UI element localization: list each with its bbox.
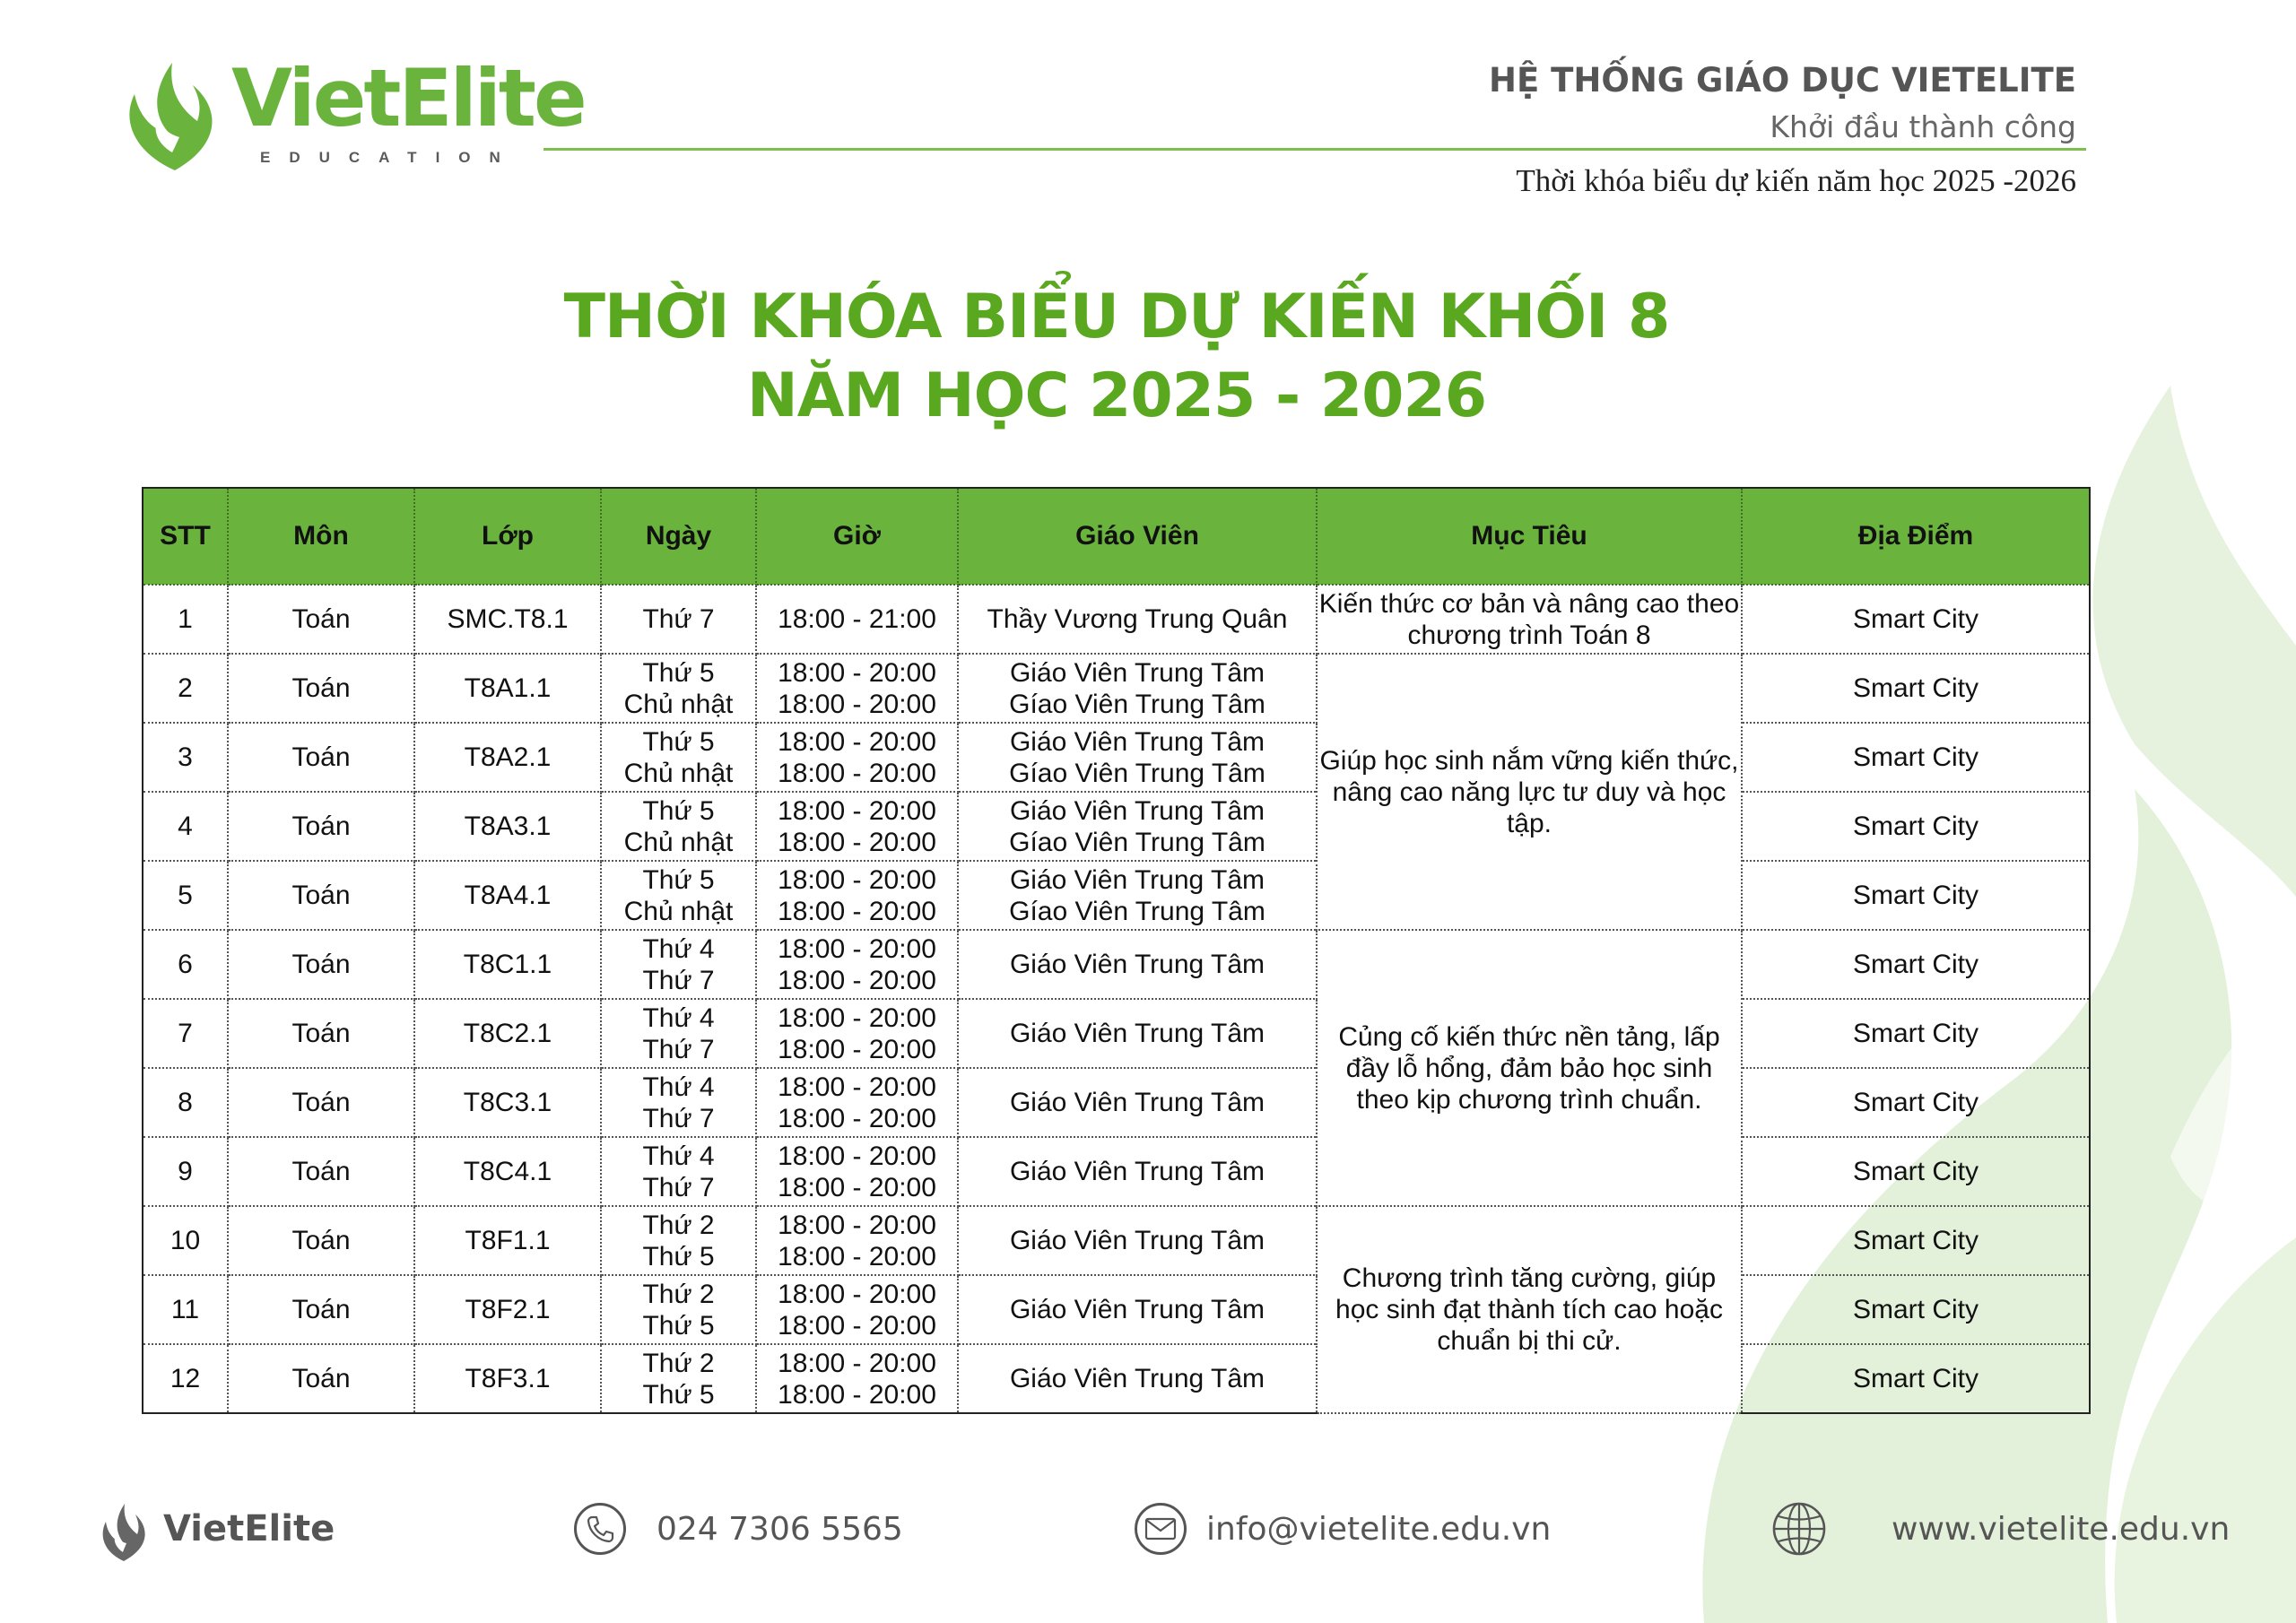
cell-stt: 5	[143, 861, 228, 930]
cell-giao-vien	[958, 585, 1317, 654]
cell-giao-vien-line: Giáo Viên Trung Tâm	[1009, 726, 1265, 757]
cell-dia-diem: Smart City	[1742, 1137, 2090, 1206]
cell-dia-diem: Smart City	[1742, 723, 2090, 792]
cell-giao-vien-line: Gíao Viên Trung Tâm	[1009, 827, 1265, 857]
cell-gio-line: 18:00 - 20:00	[778, 1034, 936, 1064]
header-mon: Môn	[228, 488, 414, 585]
cell-giao-vien	[958, 1068, 1317, 1137]
document-title: Thời khóa biểu dự kiến năm học 2025 -2026	[1516, 163, 2076, 198]
cell-lop: SMC.T8.1	[414, 585, 601, 654]
cell-gio-line: 18:00 - 20:00	[778, 1310, 936, 1341]
cell-muc-tieu: Chương trình tăng cường, giúp học sinh đạt thành tích cao hoặc chuẩn bị thi cử.	[1317, 1206, 1742, 1413]
cell-ngay-line: Thứ 7	[642, 604, 715, 634]
cell-dia-diem: Smart City	[1742, 1068, 2090, 1137]
cell-ngay	[601, 585, 756, 654]
cell-gio-line: 18:00 - 20:00	[778, 689, 936, 719]
cell-gio	[756, 792, 958, 861]
cell-stt: 8	[143, 1068, 228, 1137]
cell-ngay-line: Chủ nhật	[623, 896, 734, 926]
cell-ngay-line: Thứ 7	[642, 1103, 715, 1133]
title-line-1: THỜI KHÓA BIỂU DỰ KIẾN KHỐI 8	[563, 282, 1670, 352]
cell-muc-tieu: Giúp học sinh nắm vững kiến thức, nâng cao năng lực tư duy và học tập.	[1317, 654, 1742, 930]
cell-gio	[756, 654, 958, 723]
cell-ngay	[601, 723, 756, 792]
page-title	[0, 278, 2233, 436]
cell-mon: Toán	[228, 1137, 414, 1206]
cell-ngay-line: Thứ 7	[642, 1172, 715, 1202]
table-row	[143, 1137, 2090, 1206]
cell-lop: T8C2.1	[414, 999, 601, 1068]
cell-lop: T8A3.1	[414, 792, 601, 861]
cell-ngay-line: Chủ nhật	[623, 689, 734, 719]
cell-gio-line: 18:00 - 20:00	[778, 795, 936, 826]
cell-ngay	[601, 1275, 756, 1344]
cell-giao-vien-line: Giáo Viên Trung Tâm	[1009, 1019, 1265, 1048]
cell-stt: 11	[143, 1275, 228, 1344]
cell-gio-line: 18:00 - 20:00	[778, 1172, 936, 1202]
cell-stt: 9	[143, 1137, 228, 1206]
cell-lop: T8C1.1	[414, 930, 601, 999]
footer	[0, 1484, 2296, 1574]
cell-ngay	[601, 654, 756, 723]
cell-mon: Toán	[228, 1068, 414, 1137]
cell-ngay	[601, 1206, 756, 1275]
cell-gio	[756, 1137, 958, 1206]
cell-ngay-line: Thứ 5	[642, 795, 715, 826]
cell-gio-line: 18:00 - 20:00	[778, 1002, 936, 1033]
cell-mon: Toán	[228, 930, 414, 999]
logo-text: VietElite	[231, 52, 585, 144]
cell-ngay-line: Thứ 5	[642, 864, 715, 895]
logo-flame-icon	[117, 45, 233, 179]
cell-lop: T8A1.1	[414, 654, 601, 723]
cell-ngay-line: Thứ 4	[642, 1002, 715, 1033]
cell-gio-line: 18:00 - 20:00	[778, 726, 936, 757]
cell-stt: 1	[143, 585, 228, 654]
cell-ngay	[601, 1068, 756, 1137]
cell-muc-tieu: Kiến thức cơ bản và nâng cao theo chương trình Toán 8	[1317, 585, 1742, 654]
cell-giao-vien	[958, 999, 1317, 1068]
website-url: www.vietelite.edu.vn	[1892, 1510, 2231, 1548]
cell-gio-line: 18:00 - 20:00	[778, 1210, 936, 1240]
cell-dia-diem: Smart City	[1742, 1275, 2090, 1344]
footer-phone[interactable]	[574, 1484, 903, 1574]
cell-lop: T8C3.1	[414, 1068, 601, 1137]
cell-giao-vien-line: Gíao Viên Trung Tâm	[1009, 758, 1265, 788]
footer-brand	[97, 1484, 335, 1574]
cell-lop: T8A2.1	[414, 723, 601, 792]
cell-mon: Toán	[228, 1275, 414, 1344]
cell-ngay-line: Thứ 2	[642, 1210, 715, 1240]
table-row	[143, 654, 2090, 723]
cell-gio	[756, 1275, 958, 1344]
cell-giao-vien	[958, 1344, 1317, 1413]
cell-giao-vien-line: Giáo Viên Trung Tâm	[1009, 1295, 1265, 1324]
cell-ngay	[601, 792, 756, 861]
cell-giao-vien-line: Giáo Viên Trung Tâm	[1009, 1157, 1265, 1186]
header-muc-tieu: Mục Tiêu	[1317, 488, 1742, 585]
cell-ngay	[601, 861, 756, 930]
cell-gio-line: 18:00 - 20:00	[778, 758, 936, 788]
title-line-2: NĂM HỌC 2025 - 2026	[746, 360, 1487, 431]
cell-stt: 2	[143, 654, 228, 723]
cell-ngay-line: Thứ 4	[642, 933, 715, 964]
header-stt: STT	[143, 488, 228, 585]
cell-ngay	[601, 930, 756, 999]
cell-ngay	[601, 1344, 756, 1413]
table-row	[143, 585, 2090, 654]
table-row	[143, 861, 2090, 930]
cell-dia-diem: Smart City	[1742, 1344, 2090, 1413]
footer-logo-icon	[97, 1493, 151, 1565]
schedule-table	[142, 487, 2091, 1414]
cell-giao-vien	[958, 1275, 1317, 1344]
cell-mon: Toán	[228, 654, 414, 723]
cell-lop: T8F2.1	[414, 1275, 601, 1344]
cell-gio-line: 18:00 - 20:00	[778, 827, 936, 857]
cell-giao-vien	[958, 792, 1317, 861]
table-row	[143, 723, 2090, 792]
system-name: HỆ THỐNG GIÁO DỤC VIETELITE	[1489, 61, 2076, 100]
cell-ngay-line: Thứ 5	[642, 726, 715, 757]
cell-gio	[756, 723, 958, 792]
cell-stt: 7	[143, 999, 228, 1068]
cell-giao-vien	[958, 861, 1317, 930]
cell-gio	[756, 861, 958, 930]
cell-mon: Toán	[228, 723, 414, 792]
cell-giao-vien-line: Giáo Viên Trung Tâm	[1009, 1364, 1265, 1393]
cell-gio-line: 18:00 - 20:00	[778, 864, 936, 895]
cell-lop: T8A4.1	[414, 861, 601, 930]
table-body	[143, 585, 2090, 1413]
cell-gio-line: 18:00 - 20:00	[778, 933, 936, 964]
cell-giao-vien	[958, 654, 1317, 723]
cell-stt: 3	[143, 723, 228, 792]
cell-ngay-line: Thứ 5	[642, 657, 715, 688]
cell-giao-vien	[958, 1206, 1317, 1275]
cell-stt: 12	[143, 1344, 228, 1413]
cell-gio-line: 18:00 - 20:00	[778, 896, 936, 926]
cell-dia-diem: Smart City	[1742, 792, 2090, 861]
header-divider	[544, 148, 2086, 151]
cell-giao-vien	[958, 930, 1317, 999]
cell-ngay-line: Thứ 7	[642, 965, 715, 995]
cell-giao-vien-line: Gíao Viên Trung Tâm	[1009, 689, 1265, 719]
cell-stt: 4	[143, 792, 228, 861]
cell-mon: Toán	[228, 1206, 414, 1275]
cell-stt: 10	[143, 1206, 228, 1275]
header-lop: Lớp	[414, 488, 601, 585]
cell-gio-line: 18:00 - 21:00	[778, 604, 936, 634]
cell-gio-line: 18:00 - 20:00	[778, 1241, 936, 1271]
cell-giao-vien-line: Giáo Viên Trung Tâm	[1009, 864, 1265, 895]
cell-mon: Toán	[228, 1344, 414, 1413]
cell-giao-vien-line: Giáo Viên Trung Tâm	[1009, 1226, 1265, 1255]
cell-mon: Toán	[228, 861, 414, 930]
cell-gio-line: 18:00 - 20:00	[778, 1072, 936, 1102]
slogan: Khởi đầu thành công	[1770, 109, 2076, 144]
cell-giao-vien-line: Giáo Viên Trung Tâm	[1009, 1088, 1265, 1117]
cell-gio-line: 18:00 - 20:00	[778, 1348, 936, 1378]
cell-gio	[756, 1344, 958, 1413]
phone-number: 024 7306 5565	[657, 1510, 903, 1548]
cell-gio-line: 18:00 - 20:00	[778, 965, 936, 995]
header-ngay: Ngày	[601, 488, 756, 585]
cell-dia-diem: Smart City	[1742, 999, 2090, 1068]
footer-website[interactable]	[1771, 1484, 2230, 1574]
table-row	[143, 1344, 2090, 1413]
table-header-row	[143, 488, 2090, 585]
cell-dia-diem: Smart City	[1742, 861, 2090, 930]
table-row	[143, 792, 2090, 861]
header-dia-diem: Địa Điểm	[1742, 488, 2090, 585]
cell-gio	[756, 1206, 958, 1275]
cell-ngay-line: Thứ 5	[642, 1379, 715, 1410]
table-row	[143, 1275, 2090, 1344]
phone-icon	[574, 1503, 626, 1555]
cell-giao-vien	[958, 1137, 1317, 1206]
cell-dia-diem: Smart City	[1742, 930, 2090, 999]
cell-muc-tieu: Củng cố kiến thức nền tảng, lấp đầy lỗ hổng, đảm bảo học sinh theo kịp chương trình chuẩn.	[1317, 930, 1742, 1206]
cell-ngay-line: Thứ 4	[642, 1072, 715, 1102]
cell-gio	[756, 1068, 958, 1137]
cell-gio	[756, 999, 958, 1068]
cell-dia-diem: Smart City	[1742, 654, 2090, 723]
cell-ngay-line: Chủ nhật	[623, 758, 734, 788]
cell-ngay-line: Thứ 7	[642, 1034, 715, 1064]
cell-lop: T8C4.1	[414, 1137, 601, 1206]
cell-ngay-line: Thứ 4	[642, 1141, 715, 1171]
cell-giao-vien-line: Giáo Viên Trung Tâm	[1009, 657, 1265, 688]
table-row	[143, 930, 2090, 999]
cell-giao-vien-line: Giáo Viên Trung Tâm	[1009, 795, 1265, 826]
footer-brand-text: VietElite	[163, 1508, 335, 1549]
header-giao-vien: Giáo Viên	[958, 488, 1317, 585]
table-row	[143, 1206, 2090, 1275]
cell-ngay	[601, 1137, 756, 1206]
vietelite-logo	[117, 45, 585, 179]
cell-ngay	[601, 999, 756, 1068]
cell-giao-vien	[958, 723, 1317, 792]
cell-ngay-line: Chủ nhật	[623, 827, 734, 857]
cell-lop: T8F3.1	[414, 1344, 601, 1413]
cell-gio-line: 18:00 - 20:00	[778, 1279, 936, 1309]
cell-mon: Toán	[228, 999, 414, 1068]
cell-gio-line: 18:00 - 20:00	[778, 1103, 936, 1133]
cell-gio-line: 18:00 - 20:00	[778, 1141, 936, 1171]
cell-gio	[756, 585, 958, 654]
cell-dia-diem: Smart City	[1742, 585, 2090, 654]
cell-ngay-line: Thứ 5	[642, 1241, 715, 1271]
cell-mon: Toán	[228, 792, 414, 861]
cell-giao-vien-line: Giáo Viên Trung Tâm	[1009, 950, 1265, 979]
cell-gio	[756, 930, 958, 999]
cell-stt: 6	[143, 930, 228, 999]
cell-gio-line: 18:00 - 20:00	[778, 657, 936, 688]
cell-ngay-line: Thứ 5	[642, 1310, 715, 1341]
mail-icon	[1135, 1503, 1187, 1555]
cell-giao-vien-line: Gíao Viên Trung Tâm	[1009, 896, 1265, 926]
table-row	[143, 999, 2090, 1068]
globe-icon	[1771, 1501, 1827, 1557]
cell-giao-vien-line: Thầy Vương Trung Quân	[987, 604, 1288, 634]
cell-ngay-line: Thứ 2	[642, 1279, 715, 1309]
footer-email[interactable]	[1135, 1484, 1551, 1574]
email-address: info@vietelite.edu.vn	[1206, 1510, 1552, 1548]
cell-mon: Toán	[228, 585, 414, 654]
header-gio: Giờ	[756, 488, 958, 585]
cell-gio-line: 18:00 - 20:00	[778, 1379, 936, 1410]
cell-lop: T8F1.1	[414, 1206, 601, 1275]
cell-dia-diem: Smart City	[1742, 1206, 2090, 1275]
cell-ngay-line: Thứ 2	[642, 1348, 715, 1378]
table-row	[143, 1068, 2090, 1137]
logo-subtitle: EDUCATION	[260, 149, 519, 166]
